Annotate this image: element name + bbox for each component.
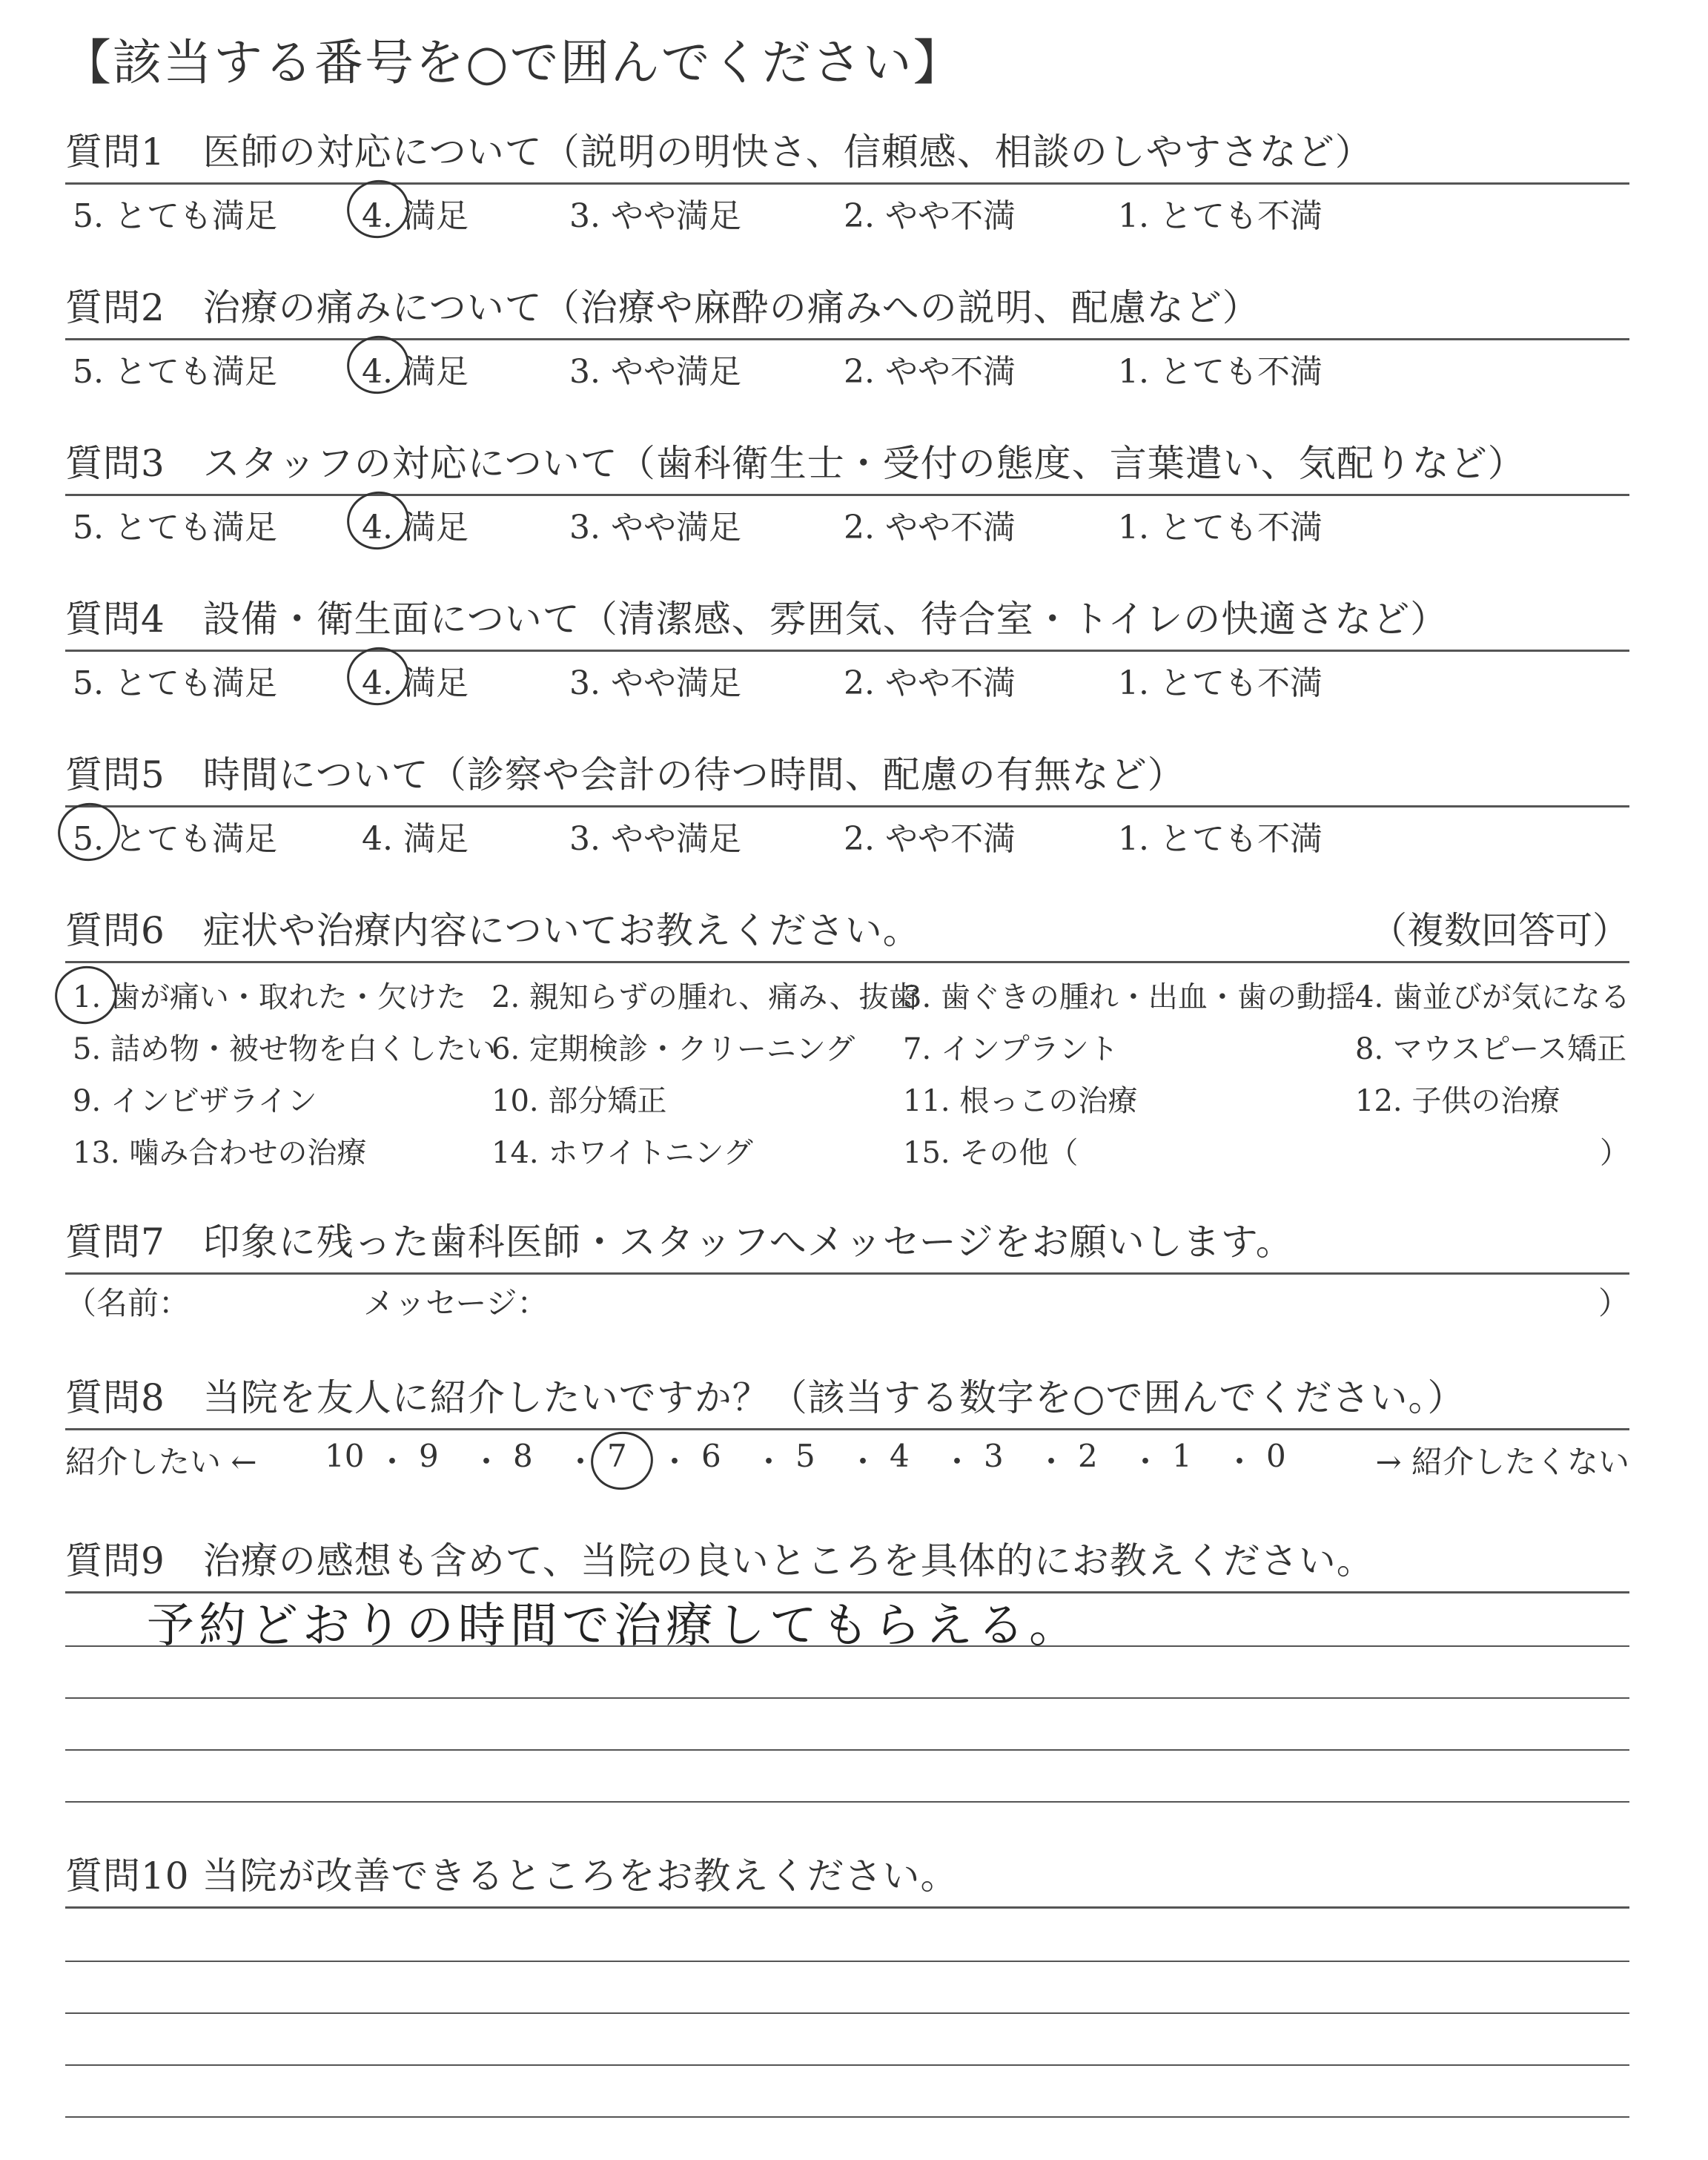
rating-option[interactable]: 3. やや満足 <box>569 664 741 702</box>
question-9-title: 質問9 治療の感想も含めて、当院の良いところを具体的にお教えください。 <box>65 1539 1374 1582</box>
message-close-paren: ） <box>1598 1285 1629 1321</box>
rating-option[interactable]: 4. 満足 <box>362 664 469 702</box>
question-6 <box>65 905 1629 1178</box>
separator-dot: ・ <box>1130 1444 1162 1480</box>
question-2 <box>65 282 1629 392</box>
question-2-title: 質問2 治療の痛みについて（治療や麻酔の痛みへの説明、配慮など） <box>65 286 1260 329</box>
symptom-option[interactable]: 11. 根っこの治療 <box>903 1084 1138 1118</box>
recommend-value[interactable]: 9 <box>419 1438 439 1474</box>
recommend-value[interactable]: 3 <box>984 1438 1004 1474</box>
question-5-title: 質問5 時間について（診察や会計の待つ時間、配慮の有無など） <box>65 753 1185 796</box>
recommend-value[interactable]: 10 <box>325 1438 365 1474</box>
recommend-value[interactable]: 5 <box>795 1438 815 1474</box>
question-4-title: 質問4 設備・衛生面について（清潔感、雰囲気、待合室・トイレの快適さなど） <box>65 598 1449 641</box>
scale-right-label: → 紹介したくない <box>1375 1444 1629 1480</box>
rating-option[interactable]: 5. とても満足 <box>73 820 277 858</box>
separator-dot: ・ <box>659 1444 691 1480</box>
rating-option[interactable]: 3. やや満足 <box>569 509 741 546</box>
question-10-title: 質問10 当院が改善できるところをお教えください。 <box>65 1855 959 1898</box>
answer-line <box>65 1801 1629 1803</box>
rating-option[interactable]: 2. やや不満 <box>844 353 1016 391</box>
rating-option[interactable]: 1. とても不満 <box>1118 197 1323 235</box>
symptom-option[interactable]: 4. 歯並びが気になる <box>1355 980 1630 1014</box>
symptom-option[interactable]: 12. 子供の治療 <box>1355 1084 1560 1118</box>
separator-dot: ・ <box>847 1444 879 1480</box>
rating-options <box>65 807 1629 859</box>
answer-line <box>65 2012 1629 2014</box>
question-4 <box>65 593 1629 704</box>
selected-circle-mark <box>586 1426 658 1496</box>
rating-option[interactable]: 1. とても不満 <box>1118 664 1323 702</box>
form-heading: 【該当する番号を○で囲んでください】 <box>62 34 964 91</box>
question-1-title: 質問1 医師の対応について（説明の明快さ、信頼感、相談のしやすさなど） <box>65 131 1373 174</box>
rating-option[interactable]: 4. 満足 <box>362 509 469 546</box>
separator-dot: ・ <box>565 1444 597 1480</box>
rating-option[interactable]: 4. 満足 <box>362 197 469 235</box>
message-label: メッセージ： <box>363 1285 549 1321</box>
question-7-title: 質問7 印象に残った歯科医師・スタッフへメッセージをお願いします。 <box>65 1221 1294 1264</box>
separator-dot: ・ <box>753 1444 785 1480</box>
selected-circle-mark <box>50 960 122 1030</box>
question-3-title: 質問3 スタッフの対応について（歯科衛生士・受付の態度、言葉遣い、気配りなど） <box>65 442 1526 485</box>
rating-option[interactable]: 5. とても満足 <box>73 664 277 702</box>
answer-line <box>65 2064 1629 2066</box>
rating-option[interactable]: 3. やや満足 <box>569 820 741 858</box>
answer-line <box>65 1961 1629 1962</box>
question-9-answer-lines <box>65 1593 1629 1816</box>
symptom-option[interactable]: 7. インプラント <box>903 1032 1119 1066</box>
other-close-paren: ） <box>1600 1136 1629 1170</box>
symptom-option[interactable]: 8. マウスピース矯正 <box>1355 1032 1627 1066</box>
symptom-option[interactable]: 9. インビザライン <box>73 1084 317 1118</box>
question-9 <box>65 1535 1629 1816</box>
rating-option[interactable]: 1. とても不満 <box>1118 353 1323 391</box>
recommend-scale <box>65 1430 1629 1490</box>
question-8 <box>65 1372 1629 1490</box>
rating-option[interactable]: 5. とても満足 <box>73 353 277 391</box>
recommend-value[interactable]: 2 <box>1078 1438 1098 1474</box>
rating-options <box>65 496 1629 548</box>
recommend-value[interactable]: 8 <box>513 1438 533 1474</box>
message-row <box>65 1275 1629 1327</box>
question-6-title: 質問6 症状や治療内容についてお教えください。 <box>65 909 921 952</box>
symptom-option[interactable]: 2. 親知らずの腫れ、痛み、抜歯 <box>491 980 918 1014</box>
recommend-value[interactable]: 1 <box>1172 1438 1192 1474</box>
separator-dot: ・ <box>471 1444 503 1480</box>
name-label: （名前： <box>65 1285 191 1321</box>
recommend-value[interactable]: 6 <box>701 1438 721 1474</box>
rating-option[interactable]: 5. とても満足 <box>73 197 277 235</box>
question-7 <box>65 1216 1629 1327</box>
rating-option[interactable]: 3. やや満足 <box>569 197 741 235</box>
symptom-option[interactable]: 5. 詰め物・被せ物を白くしたい <box>73 1032 496 1066</box>
question-1 <box>65 126 1629 237</box>
rating-option[interactable]: 2. やや不満 <box>844 820 1016 858</box>
recommend-value[interactable]: 0 <box>1266 1438 1286 1474</box>
symptom-option[interactable]: 1. 歯が痛い・取れた・欠けた <box>73 980 466 1014</box>
rating-options <box>65 652 1629 704</box>
symptom-option[interactable]: 10. 部分矯正 <box>491 1084 667 1118</box>
scale-left-label: 紹介したい ← <box>65 1444 257 1480</box>
rating-option[interactable]: 2. やや不満 <box>844 197 1016 235</box>
question-5 <box>65 749 1629 859</box>
answer-line <box>65 2116 1629 2118</box>
question-10 <box>65 1850 1629 2131</box>
symptom-option[interactable]: 15. その他（ <box>903 1136 1079 1170</box>
separator-dot: ・ <box>1224 1444 1256 1480</box>
question-8-title: 質問8 当院を友人に紹介したいですか？（該当する数字を○で囲んでください。） <box>65 1376 1466 1419</box>
question-10-answer-lines <box>65 1909 1629 2131</box>
answer-line <box>65 1697 1629 1699</box>
symptom-option[interactable]: 6. 定期検診・クリーニング <box>491 1032 855 1066</box>
symptom-option[interactable]: 13. 噛み合わせの治療 <box>73 1136 367 1170</box>
rating-options <box>65 340 1629 392</box>
separator-dot: ・ <box>941 1444 973 1480</box>
rating-option[interactable]: 3. やや満足 <box>569 353 741 391</box>
rating-options <box>65 185 1629 237</box>
recommend-value[interactable]: 7 <box>607 1438 627 1474</box>
question-3 <box>65 437 1629 548</box>
symptom-options <box>65 963 1629 1178</box>
recommend-value[interactable]: 4 <box>890 1438 910 1474</box>
handwritten-answer: 予約どおりの時間で治療してもらえる。 <box>147 1599 1081 1654</box>
answer-line <box>65 1645 1629 1647</box>
multiple-answer-note: （複数回答可） <box>1370 909 1629 952</box>
rating-option[interactable]: 1. とても不満 <box>1118 509 1323 546</box>
rating-option[interactable]: 1. とても不満 <box>1118 820 1323 858</box>
rating-option[interactable]: 4. 満足 <box>362 820 469 858</box>
separator-dot: ・ <box>1036 1444 1068 1480</box>
separator-dot: ・ <box>377 1444 408 1480</box>
symptom-option[interactable]: 14. ホワイトニング <box>491 1136 753 1170</box>
rating-option[interactable]: 2. やや不満 <box>844 509 1016 546</box>
rating-option[interactable]: 2. やや不満 <box>844 664 1016 702</box>
answer-line <box>65 1749 1629 1751</box>
rating-option[interactable]: 4. 満足 <box>362 353 469 391</box>
symptom-option[interactable]: 3. 歯ぐきの腫れ・出血・歯の動揺 <box>903 980 1356 1014</box>
rating-option[interactable]: 5. とても満足 <box>73 509 277 546</box>
